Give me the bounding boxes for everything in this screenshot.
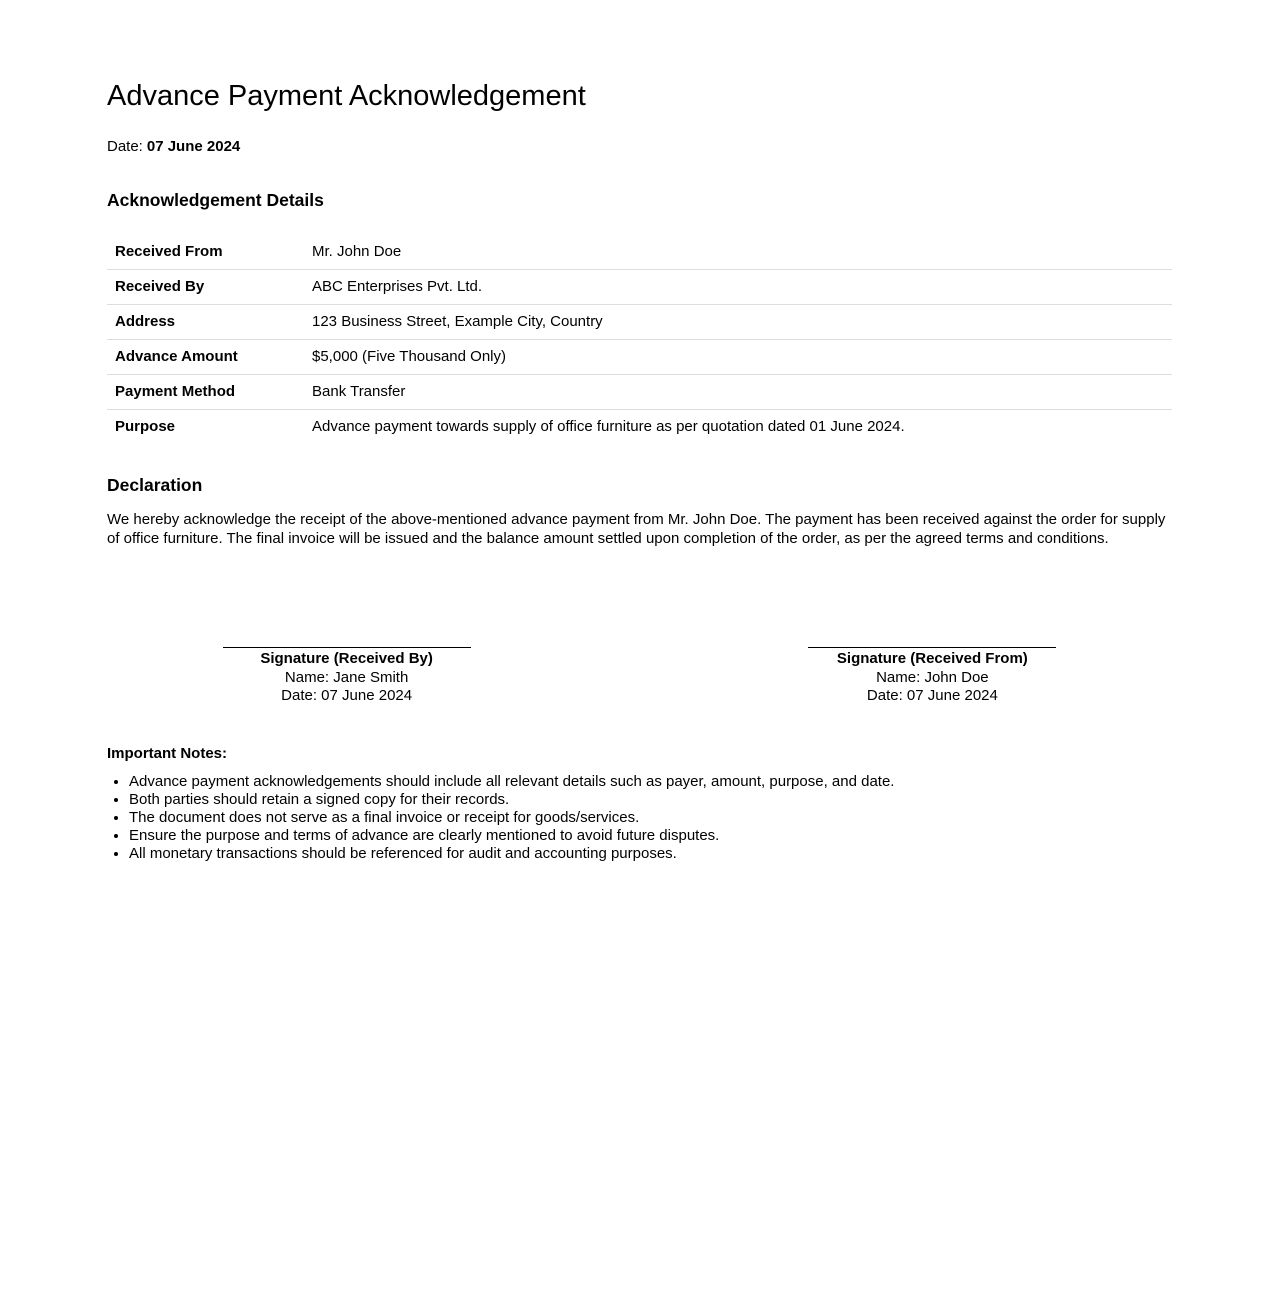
row-value-payment-method: Bank Transfer bbox=[304, 375, 1172, 410]
document-date bbox=[107, 137, 1172, 156]
table-row bbox=[107, 410, 1172, 445]
signature-column-left bbox=[107, 647, 586, 706]
declaration-text: We hereby acknowledge the receipt of the above-mentioned advance payment from Mr. John Doe. The payment has been received against the order for supply of office furniture. The final invoice will be issued and the balance amount settled upon completion of the order, as per the agreed terms and conditions. bbox=[107, 511, 1166, 547]
row-label-address: Address bbox=[107, 305, 304, 340]
signature-section bbox=[107, 647, 1172, 706]
declaration-section-heading: Declaration bbox=[107, 475, 203, 496]
list-item: • Both parties should retain a signed copy for their records. bbox=[129, 791, 1172, 809]
row-value-advance-amount: $5,000 (Five Thousand Only) bbox=[304, 340, 1172, 375]
table-row bbox=[107, 235, 1172, 270]
signature-date: Date: 07 June 2024 bbox=[281, 687, 413, 705]
page-title: Advance Payment Acknowledgement bbox=[107, 80, 586, 112]
list-item: • The document does not serve as a final invoice or receipt for goods/services. bbox=[129, 809, 1172, 827]
table-row bbox=[107, 340, 1172, 375]
signature-block-received-from bbox=[808, 647, 1056, 706]
signature-block-received-by bbox=[223, 647, 471, 706]
notes-list bbox=[107, 773, 1172, 863]
notes-section bbox=[107, 744, 1172, 863]
row-label-purpose: Purpose bbox=[115, 418, 176, 436]
row-label-advance-amount: Advance Amount bbox=[107, 340, 304, 375]
signature-name: Name: Jane Smith bbox=[284, 668, 409, 686]
list-item: • Advance payment acknowledgements should include all relevant details such as payer, amount, purpose, and date. bbox=[129, 773, 1172, 791]
table-row bbox=[107, 270, 1172, 305]
row-value-address: 123 Business Street, Example City, Country bbox=[304, 305, 1172, 340]
table-row bbox=[107, 375, 1172, 410]
row-label-received-from: Received From bbox=[107, 235, 304, 270]
row-label-received-by: Received By bbox=[107, 270, 304, 305]
row-label-payment-method: Payment Method bbox=[107, 375, 304, 410]
date-label: Date: bbox=[107, 138, 143, 156]
signature-title: Signature (Received By) bbox=[260, 650, 433, 668]
row-value-purpose: Advance payment towards supply of office furniture as per quotation dated 01 June 2024. bbox=[312, 418, 905, 436]
table-row bbox=[107, 305, 1172, 340]
details-section-heading: Acknowledgement Details bbox=[107, 190, 324, 211]
list-item: • Ensure the purpose and terms of advance are clearly mentioned to avoid future disputes. bbox=[129, 827, 1172, 845]
signature-title: Signature (Received From) bbox=[836, 650, 1028, 668]
date-value: 07 June 2024 bbox=[146, 138, 241, 156]
signature-date: Date: 07 June 2024 bbox=[866, 687, 998, 705]
row-value-received-from: Mr. John Doe bbox=[304, 235, 1172, 270]
notes-heading: Important Notes: bbox=[107, 744, 227, 762]
signature-name: Name: John Doe bbox=[876, 668, 989, 686]
row-value-received-by: ABC Enterprises Pvt. Ltd. bbox=[304, 270, 1172, 305]
signature-column-right bbox=[693, 647, 1172, 706]
list-item: • All monetary transactions should be referenced for audit and accounting purposes. bbox=[129, 845, 1172, 863]
details-table bbox=[107, 235, 1172, 444]
